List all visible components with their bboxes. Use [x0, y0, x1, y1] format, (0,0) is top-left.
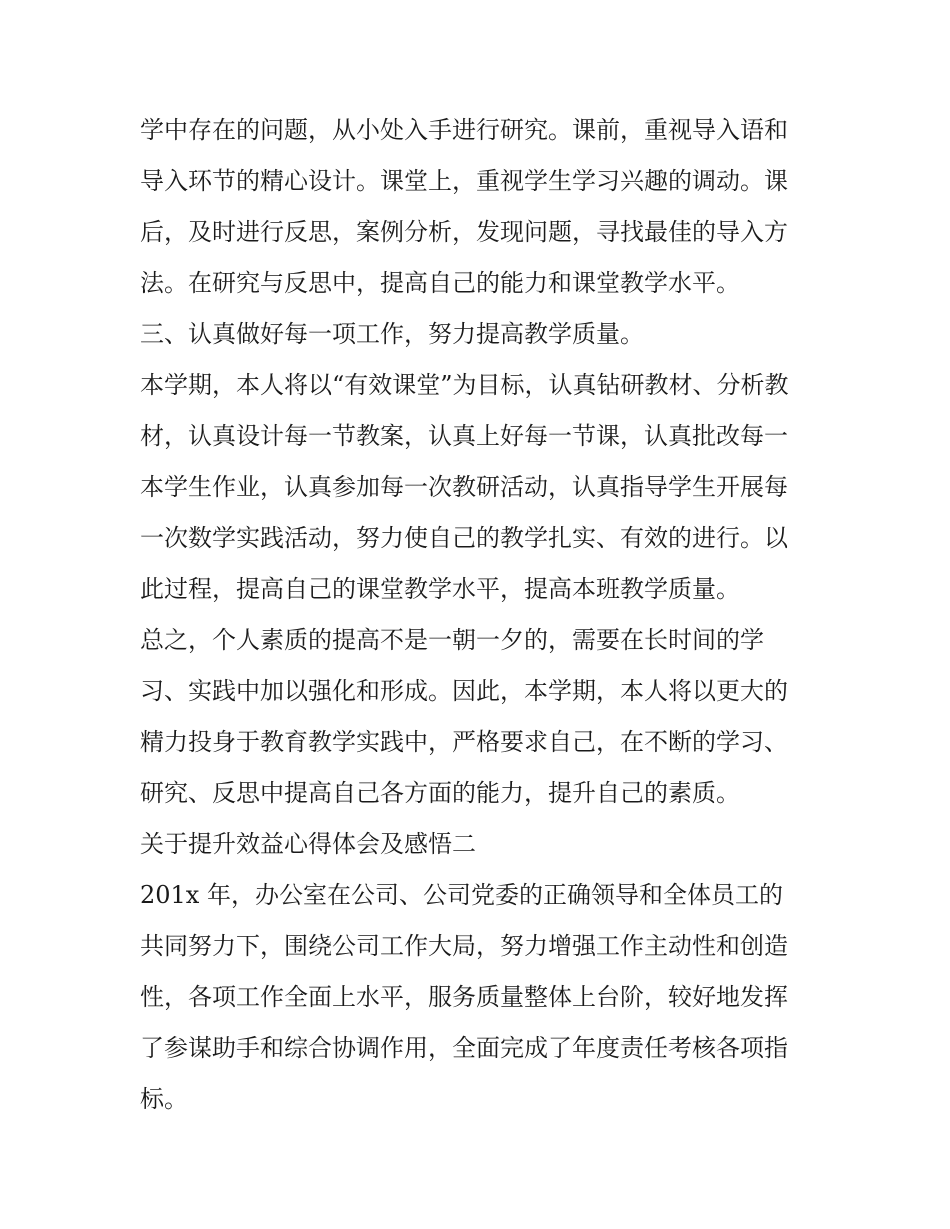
text-line: 201x 年，办公室在公司、公司党委的正确领导和全体员工的	[140, 881, 783, 909]
section-heading: 三、认真做好每一项工作，努力提高教学质量。	[140, 320, 644, 348]
text-line: 习、实践中加以强化和形成。因此，本学期，本人将以更大的	[140, 677, 788, 705]
article-title: 关于提升效益心得体会及感悟二	[140, 830, 476, 858]
text-line: 本学期，本人将以“有效课堂”为目标，认真钻研教材、分析教	[140, 371, 789, 399]
text-line: 法。在研究与反思中，提高自己的能力和课堂教学水平。	[140, 269, 740, 297]
text-line: 导入环节的精心设计。课堂上，重视学生学习兴趣的调动。课	[140, 167, 788, 195]
text-line: 总之，个人素质的提高不是一朝一夕的，需要在长时间的学	[140, 626, 764, 654]
document-body	[140, 105, 820, 1125]
text-line: 了参谋助手和综合协调作用，全面完成了年度责任考核各项指	[140, 1034, 788, 1062]
text-line: 研究、反思中提高自己各方面的能力，提升自己的素质。	[140, 779, 740, 807]
text-line: 此过程，提高自己的课堂教学水平，提高本班教学质量。	[140, 575, 740, 603]
text-line: 共同努力下，围绕公司工作大局，努力增强工作主动性和创造	[140, 932, 788, 960]
text-line: 一次数学实践活动，努力使自己的教学扎实、有效的进行。以	[140, 524, 788, 552]
text-line: 学中存在的问题，从小处入手进行研究。课前，重视导入语和	[140, 116, 788, 144]
text-line: 后，及时进行反思，案例分析，发现问题，寻找最佳的导入方	[140, 218, 788, 246]
text-line: 性，各项工作全面上水平，服务质量整体上台阶，较好地发挥	[140, 983, 788, 1011]
text-line: 标。	[140, 1085, 188, 1113]
text-line: 精力投身于教育教学实践中，严格要求自己，在不断的学习、	[140, 728, 788, 756]
text-line: 材，认真设计每一节教案，认真上好每一节课，认真批改每一	[140, 422, 788, 450]
text-line: 本学生作业，认真参加每一次教研活动，认真指导学生开展每	[140, 473, 788, 501]
